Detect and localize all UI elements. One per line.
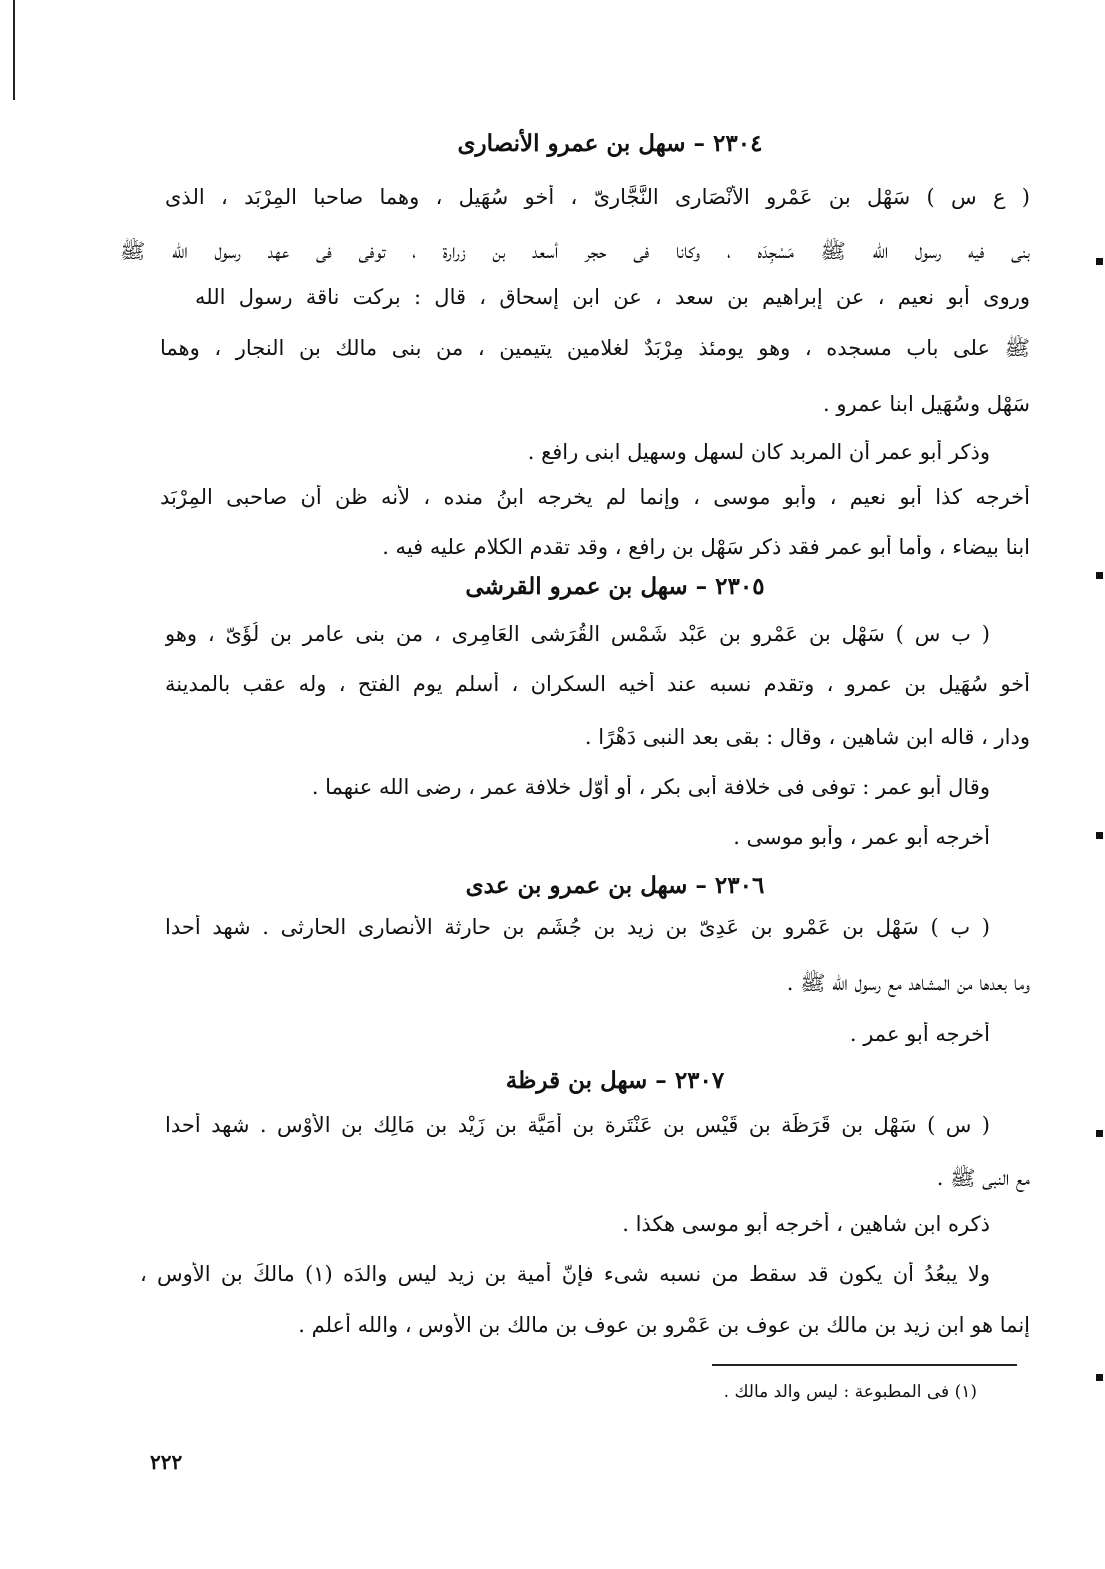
text-line: ( ب ) سَهْل بن عَمْرو بن عَدِىّ بن زيد بن جُشَم بن حارثة الأنصارى الحارثى . شهد أحدا <box>165 915 990 939</box>
text-line: وقال أبو عمر : توفى فى خلافة أبى بكر ، أو أوّل خلافة عمر ، رضى الله عنهما . <box>311 775 990 799</box>
scan-edge-line <box>13 0 15 100</box>
text-line: ابنا بيضاء ، وأما أبو عمر فقد ذكر سَهْل بن رافع ، وقد تقدم الكلام عليه فيه . <box>382 535 1030 559</box>
text-line: أخرجه أبو عمر . <box>849 1022 990 1046</box>
footnote: (١) فى المطبوعة : ليس والد مالك . <box>723 1382 977 1402</box>
text-line: أخو سُهَيل بن عمرو ، وتقدم نسبه عند أخيه السكران ، أسلم يوم الفتح ، وله عقب بالمدينة <box>165 672 1030 696</box>
text-line: وذكر أبو عمر أن المربد كان لسهل وسهيل ابنى رافع . <box>527 440 990 464</box>
text-line: ولا يبعُدُ أن يكون قد سقط من نسبه شىء فإنّ أمية بن زيد ليس والدَه (١) مالكَ بن الأوس ، <box>140 1262 990 1286</box>
entry-heading: ٢٣٠٤ – سهل بن عمرو الأنصارى <box>457 130 763 157</box>
text-line: وروى أبو نعيم ، عن إبراهيم بن سعد ، عن ابن إسحاق ، قال : بركت ناقة رسول الله <box>195 285 1030 309</box>
text-line: وما بعدها من المشاهد مع رسول الله ﷺ . <box>786 971 1030 995</box>
footnote-separator <box>712 1364 1017 1366</box>
text-line: ﷺ على باب مسجده ، وهو يومئذ مِرْبَدٌ لغلامين يتيمين ، من بنى مالك بن النجار ، وهما <box>160 336 1030 360</box>
text-line: أخرجه كذا أبو نعيم ، وأبو موسى ، وإنما لم يخرجه ابنُ منده ، لأنه ظن أن صاحبى المِرْبَد <box>160 485 1030 509</box>
margin-dot <box>1096 258 1103 265</box>
text-line: ( س ) سَهْل بن قَرَظَة بن قَيْس بن عَنْتَرة بن أُمَيَّة بن زَيْد بن مَالِك بن الأَوْس . شهد أحدا <box>165 1113 990 1137</box>
text-line: إنما هو ابن زيد بن مالك بن عوف بن عَمْرو بن عوف بن مالك بن الأوس ، والله أعلم . <box>298 1313 1030 1337</box>
margin-dot <box>1096 1130 1103 1137</box>
text-line: ذكره ابن شاهين ، أخرجه أبو موسى هكذا . <box>622 1212 990 1236</box>
margin-dot <box>1096 1374 1103 1381</box>
text-line: بنى فيه رسول الله ﷺ مَسْجِدَه ، وكانا فى حجر أسعد بن زرارة ، توفى فى عهد رسول الله ﷺ <box>120 239 1030 263</box>
entry-heading: ٢٣٠٥ – سهل بن عمرو القرشى <box>465 573 765 600</box>
text-line: سَهْل وسُهَيل ابنا عمرو . <box>822 392 1030 416</box>
entry-heading: ٢٣٠٦ – سهل بن عمرو بن عدى <box>465 872 765 899</box>
margin-dot <box>1096 572 1103 579</box>
margin-dot <box>1096 832 1103 839</box>
text-line: ( ب س ) سَهْل بن عَمْرو بن عَبْد شَمْس القُرَشى العَامِرى ، من بنى عامر بن لُؤَىّ ، وهو <box>165 622 990 646</box>
entry-heading: ٢٣٠٧ – سهل بن قرظة <box>505 1067 725 1094</box>
page-number: ٢٢٢ <box>150 1450 183 1474</box>
text-line: أخرجه أبو عمر ، وأبو موسى . <box>733 825 990 849</box>
text-line: ودار ، قاله ابن شاهين ، وقال : بقى بعد النبى دَهْرًا . <box>584 725 1030 749</box>
text-line: مع النبى ﷺ . <box>936 1166 1030 1190</box>
text-line: ( ع س ) سَهْل بن عَمْرو الأَنْصَارِى النَّجَّارِىّ ، أخو سُهَيل ، وهما صاحبا المِرْبَد ، الذى <box>165 185 1030 209</box>
